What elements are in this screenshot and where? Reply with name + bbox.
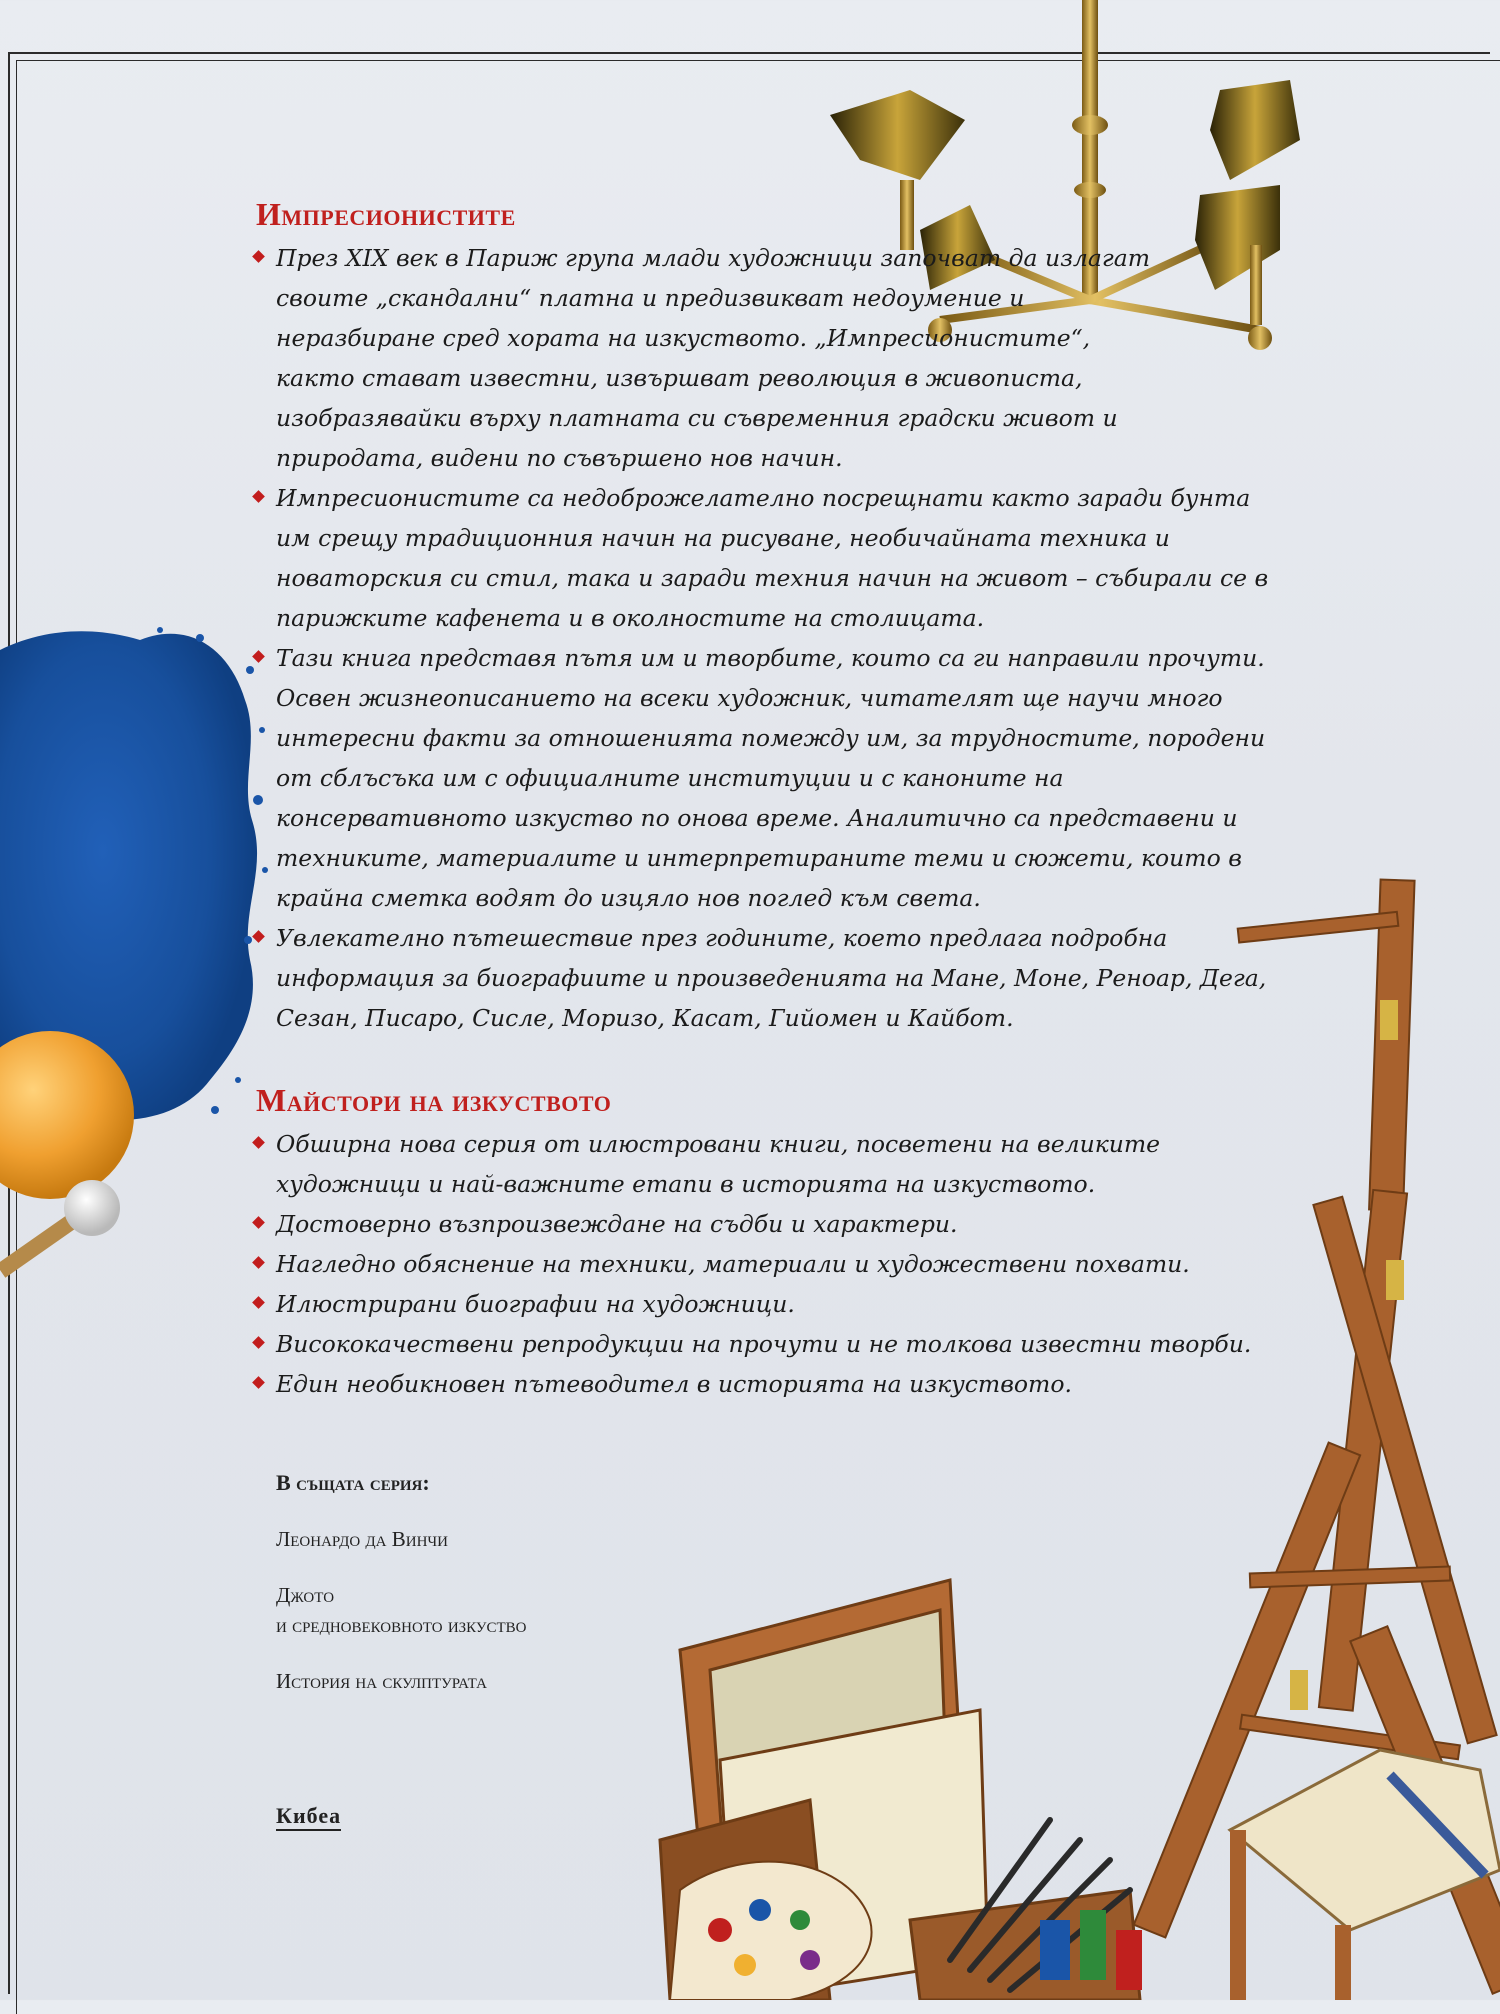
- bullet-text: Импресионистите са недоброжелателно посрещнати както заради бунта им срещу традиционния начин на рисуване, необичайната техника и новаторския си стил, така и заради техния начин на живот – събирали се в парижките кафенета и в околностите на столицата.: [276, 484, 1269, 632]
- list-item: [252, 638, 1272, 918]
- bullet-diamond-icon: [252, 1256, 265, 1269]
- bullet-text: Тази книга представя пътя им и творбите, които са ги направили прочути. Освен жизнеописанието на всеки художник, читателят ще научи много интересни факти за отношенията помежду им, за трудностите, породени от сблъсъка им с официалните институции и с каноните на консервативното изкуство по онова време. Аналитично са представени и техниките, материалите и интерпретираните теми и сюжети, които в крайна сметка водят до изцяло нов поглед към света.: [276, 644, 1266, 912]
- bullet-text: Обширна нова серия от илюстровани книги, посветени на великите художници и най-важните етапи в историята на изкуството.: [276, 1130, 1161, 1198]
- publisher-logo: Кибеа: [276, 1803, 341, 1831]
- brush-illustration: [0, 1010, 140, 1300]
- section-heading-impressionists: Импресионистите: [256, 196, 516, 232]
- impressionists-bullet-list: [252, 238, 1272, 1038]
- section-heading-masters-of-art: Майстори на изкуството: [256, 1082, 612, 1118]
- list-item: [252, 1324, 1252, 1364]
- bullet-diamond-icon: [252, 1216, 265, 1229]
- bullet-diamond-icon: [252, 930, 265, 943]
- bullet-diamond-icon: [252, 1376, 265, 1389]
- same-series-block: [276, 1470, 527, 1722]
- bullet-text: Един необикновен пътеводител в историята на изкуството.: [276, 1370, 1072, 1398]
- list-item: [252, 1244, 1252, 1284]
- list-item: [252, 1124, 1252, 1204]
- bullet-text: Илюстрирани биографии на художници.: [276, 1290, 795, 1318]
- series-title: История на скулптурата: [276, 1669, 487, 1693]
- bullet-text: Нагледно обяснение на техники, материали и художествени похвати.: [276, 1250, 1190, 1278]
- bullet-diamond-icon: [252, 650, 265, 663]
- list-item: [252, 1284, 1252, 1324]
- bullet-text: Висококачествени репродукции на прочути и не толкова известни творби.: [276, 1330, 1252, 1358]
- list-item: [252, 238, 1156, 478]
- same-series-label: В същата серия:: [276, 1470, 430, 1495]
- bullet-diamond-icon: [252, 1296, 265, 1309]
- list-item: [252, 1364, 1252, 1404]
- list-item: [252, 1204, 1252, 1244]
- list-item: [252, 918, 1272, 1038]
- series-title: Леонардо да Винчи: [276, 1527, 448, 1551]
- series-title: Джото и средновековното изкуство: [276, 1583, 527, 1637]
- bullet-diamond-icon: [252, 490, 265, 503]
- bullet-text: Достоверно възпроизвеждане на съдби и характери.: [276, 1210, 958, 1238]
- bullet-diamond-icon: [252, 1136, 265, 1149]
- bullet-diamond-icon: [252, 250, 265, 263]
- masters-bullet-list: [252, 1124, 1252, 1404]
- bullet-diamond-icon: [252, 1336, 265, 1349]
- list-item: [252, 478, 1272, 638]
- bullet-text: Увлекателно пътешествие през годините, което предлага подробна информация за биографиите и произведенията на Мане, Моне, Реноар, Дега, Сезан, Писаро, Сисле, Моризо, Касат, Гийомен и Кайбот.: [276, 924, 1267, 1032]
- paint-box-illustration: [610, 1560, 1210, 2000]
- stool-illustration: [1230, 1750, 1500, 2000]
- bullet-text: През XIX век в Париж група млади художници започват да излагат своите „скандални“ платна и предизвикват недоумение и неразбиране сред хората на изкуството. „Импресионистите“, както стават известни, извършват революция в живописта, изобразявайки върху платната си съвременния градски живот и природата, видени по съвършено нов начин.: [276, 244, 1151, 472]
